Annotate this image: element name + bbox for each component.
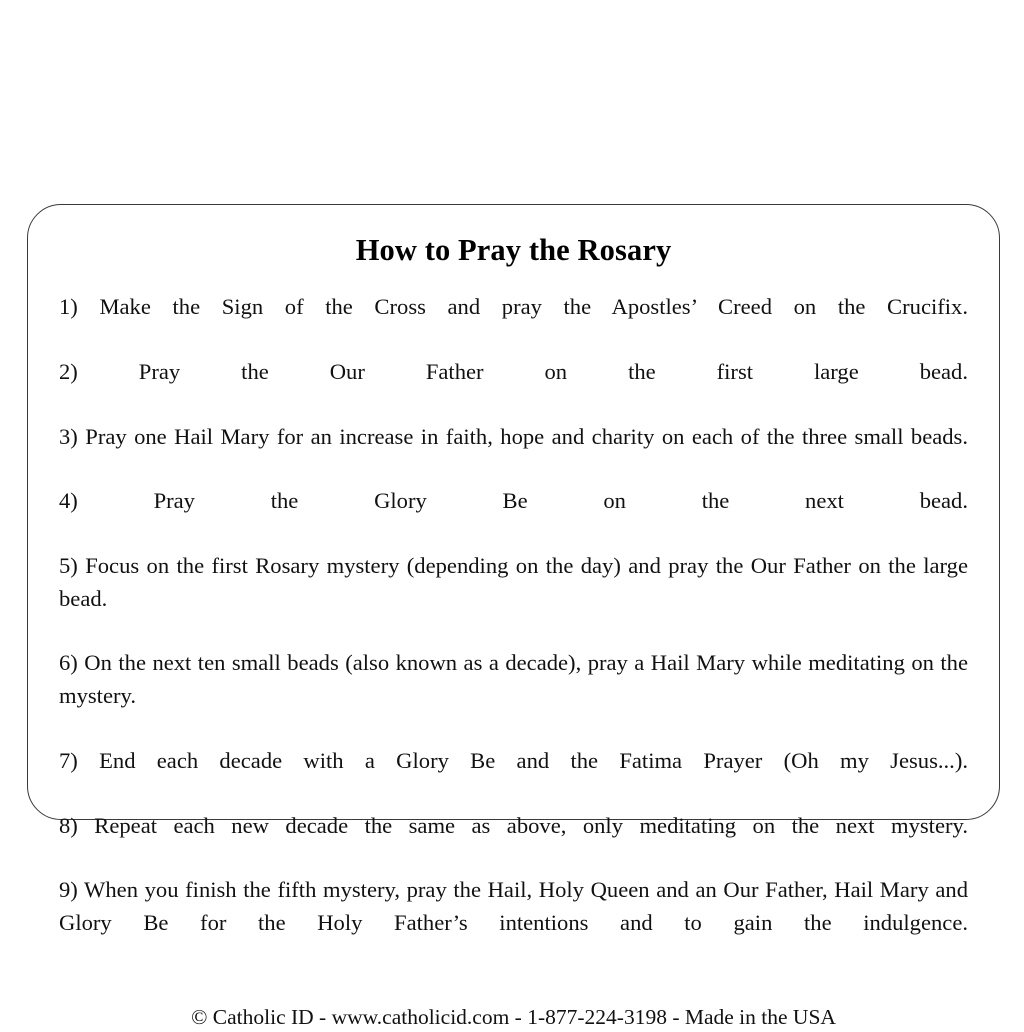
list-item: 4) Pray the Glory Be on the next bead.	[59, 488, 968, 514]
list-item: 8) Repeat each new decade the same as above, only meditating on the next mystery.	[59, 812, 968, 838]
list-item: 3) Pray one Hail Mary for an increase in faith, hope and charity on each of the three small beads.	[59, 423, 968, 449]
footer-credit: © Catholic ID - www.catholicid.com - 1-877-224-3198 - Made in the USA	[191, 1004, 836, 1029]
prayer-card	[27, 204, 1000, 1029]
list-item: 2) Pray the Our Father on the first large bead.	[59, 358, 968, 384]
page-title: How to Pray the Rosary	[355, 233, 672, 267]
list-item: 5) Focus on the first Rosary mystery (depending on the day) and pray the Our Father on the large bead.	[59, 553, 968, 611]
list-item: 1) Make the Sign of the Cross and pray the Apostles’ Creed on the Crucifix.	[59, 294, 968, 319]
instruction-list	[59, 291, 968, 972]
list-item: 9) When you finish the fifth mystery, pray the Hail, Holy Queen and an Our Father, Hail Mary and Glory Be for the Holy Father’s intentions and to gain the indulgence.	[59, 877, 968, 935]
list-item: 7) End each decade with a Glory Be and the Fatima Prayer (Oh my Jesus...).	[59, 747, 968, 773]
card-content	[59, 205, 968, 1029]
list-item: 6) On the next ten small beads (also known as a decade), pray a Hail Mary while meditating on the mystery.	[59, 650, 968, 708]
